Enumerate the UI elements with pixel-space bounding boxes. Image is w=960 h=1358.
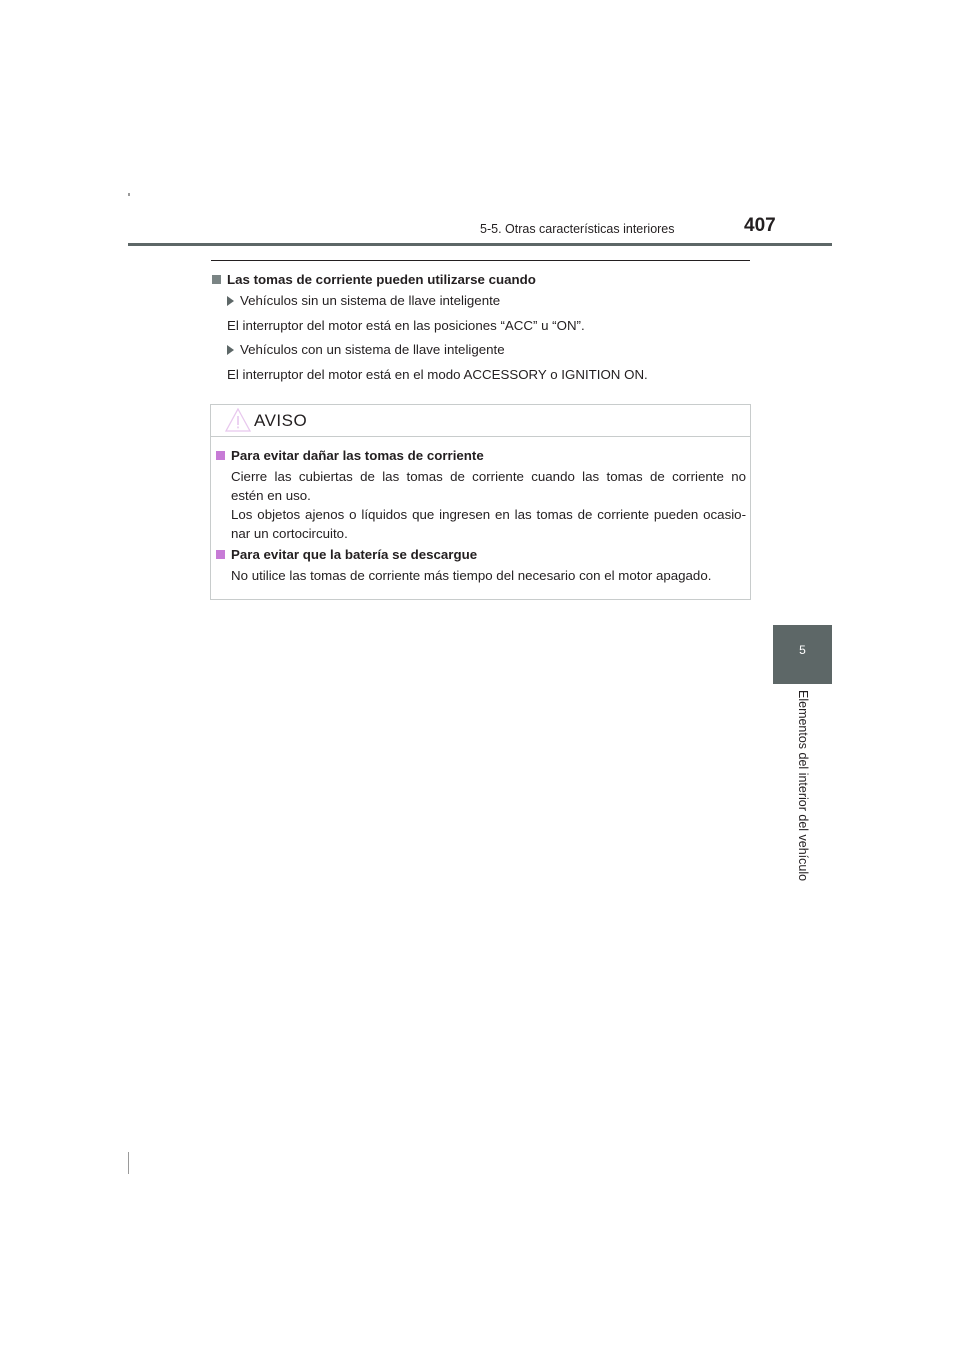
- triangle-bullet-icon: [227, 345, 234, 355]
- warning-text: estén en uso.: [231, 488, 311, 503]
- square-bullet-icon: [216, 451, 225, 460]
- warning-triangle-icon: [225, 408, 251, 432]
- list-item: Vehículos sin un sistema de llave inteligente: [227, 291, 767, 310]
- chapter-number: 5: [799, 643, 806, 657]
- warning-heading-1: Para evitar dañar las tomas de corriente: [216, 446, 746, 465]
- main-heading: Las tomas de corriente pueden utilizarse cuando: [212, 270, 752, 289]
- scan-mark: [128, 1152, 129, 1174]
- warning-heading-2: Para evitar que la batería se descargue: [216, 545, 746, 564]
- warning-text: nar un cortocircuito.: [231, 526, 348, 541]
- square-bullet-icon: [212, 275, 221, 284]
- warning-text: No utilice las tomas de corriente más tiempo del necesario con el motor apagado.: [231, 568, 712, 583]
- warning-text: Los objetos ajenos o líquidos que ingresen en las tomas de corriente pueden ocasio-: [231, 507, 746, 522]
- page-number: 407: [744, 215, 776, 236]
- scan-mark: [128, 193, 130, 196]
- chapter-tab: [773, 625, 832, 684]
- section-title: 5-5. Otras características interiores: [480, 222, 675, 236]
- triangle-bullet-icon: [227, 296, 234, 306]
- square-bullet-icon: [216, 550, 225, 559]
- warning-text: Cierre las cubiertas de las tomas de corriente cuando las tomas de corriente no: [231, 469, 746, 484]
- paragraph: El interruptor del motor está en las posiciones “ACC” u “ON”.: [227, 318, 585, 333]
- header-rule: [128, 243, 832, 246]
- chapter-label: Elementos del interior del vehículo: [796, 690, 810, 882]
- paragraph: El interruptor del motor está en el modo ACCESSORY o IGNITION ON.: [227, 367, 648, 382]
- list-item: Vehículos con un sistema de llave inteligente: [227, 340, 767, 359]
- warning-header: [211, 405, 750, 437]
- warning-box: [210, 404, 751, 600]
- content-rule: [211, 260, 750, 261]
- warning-title: AVISO: [254, 411, 308, 430]
